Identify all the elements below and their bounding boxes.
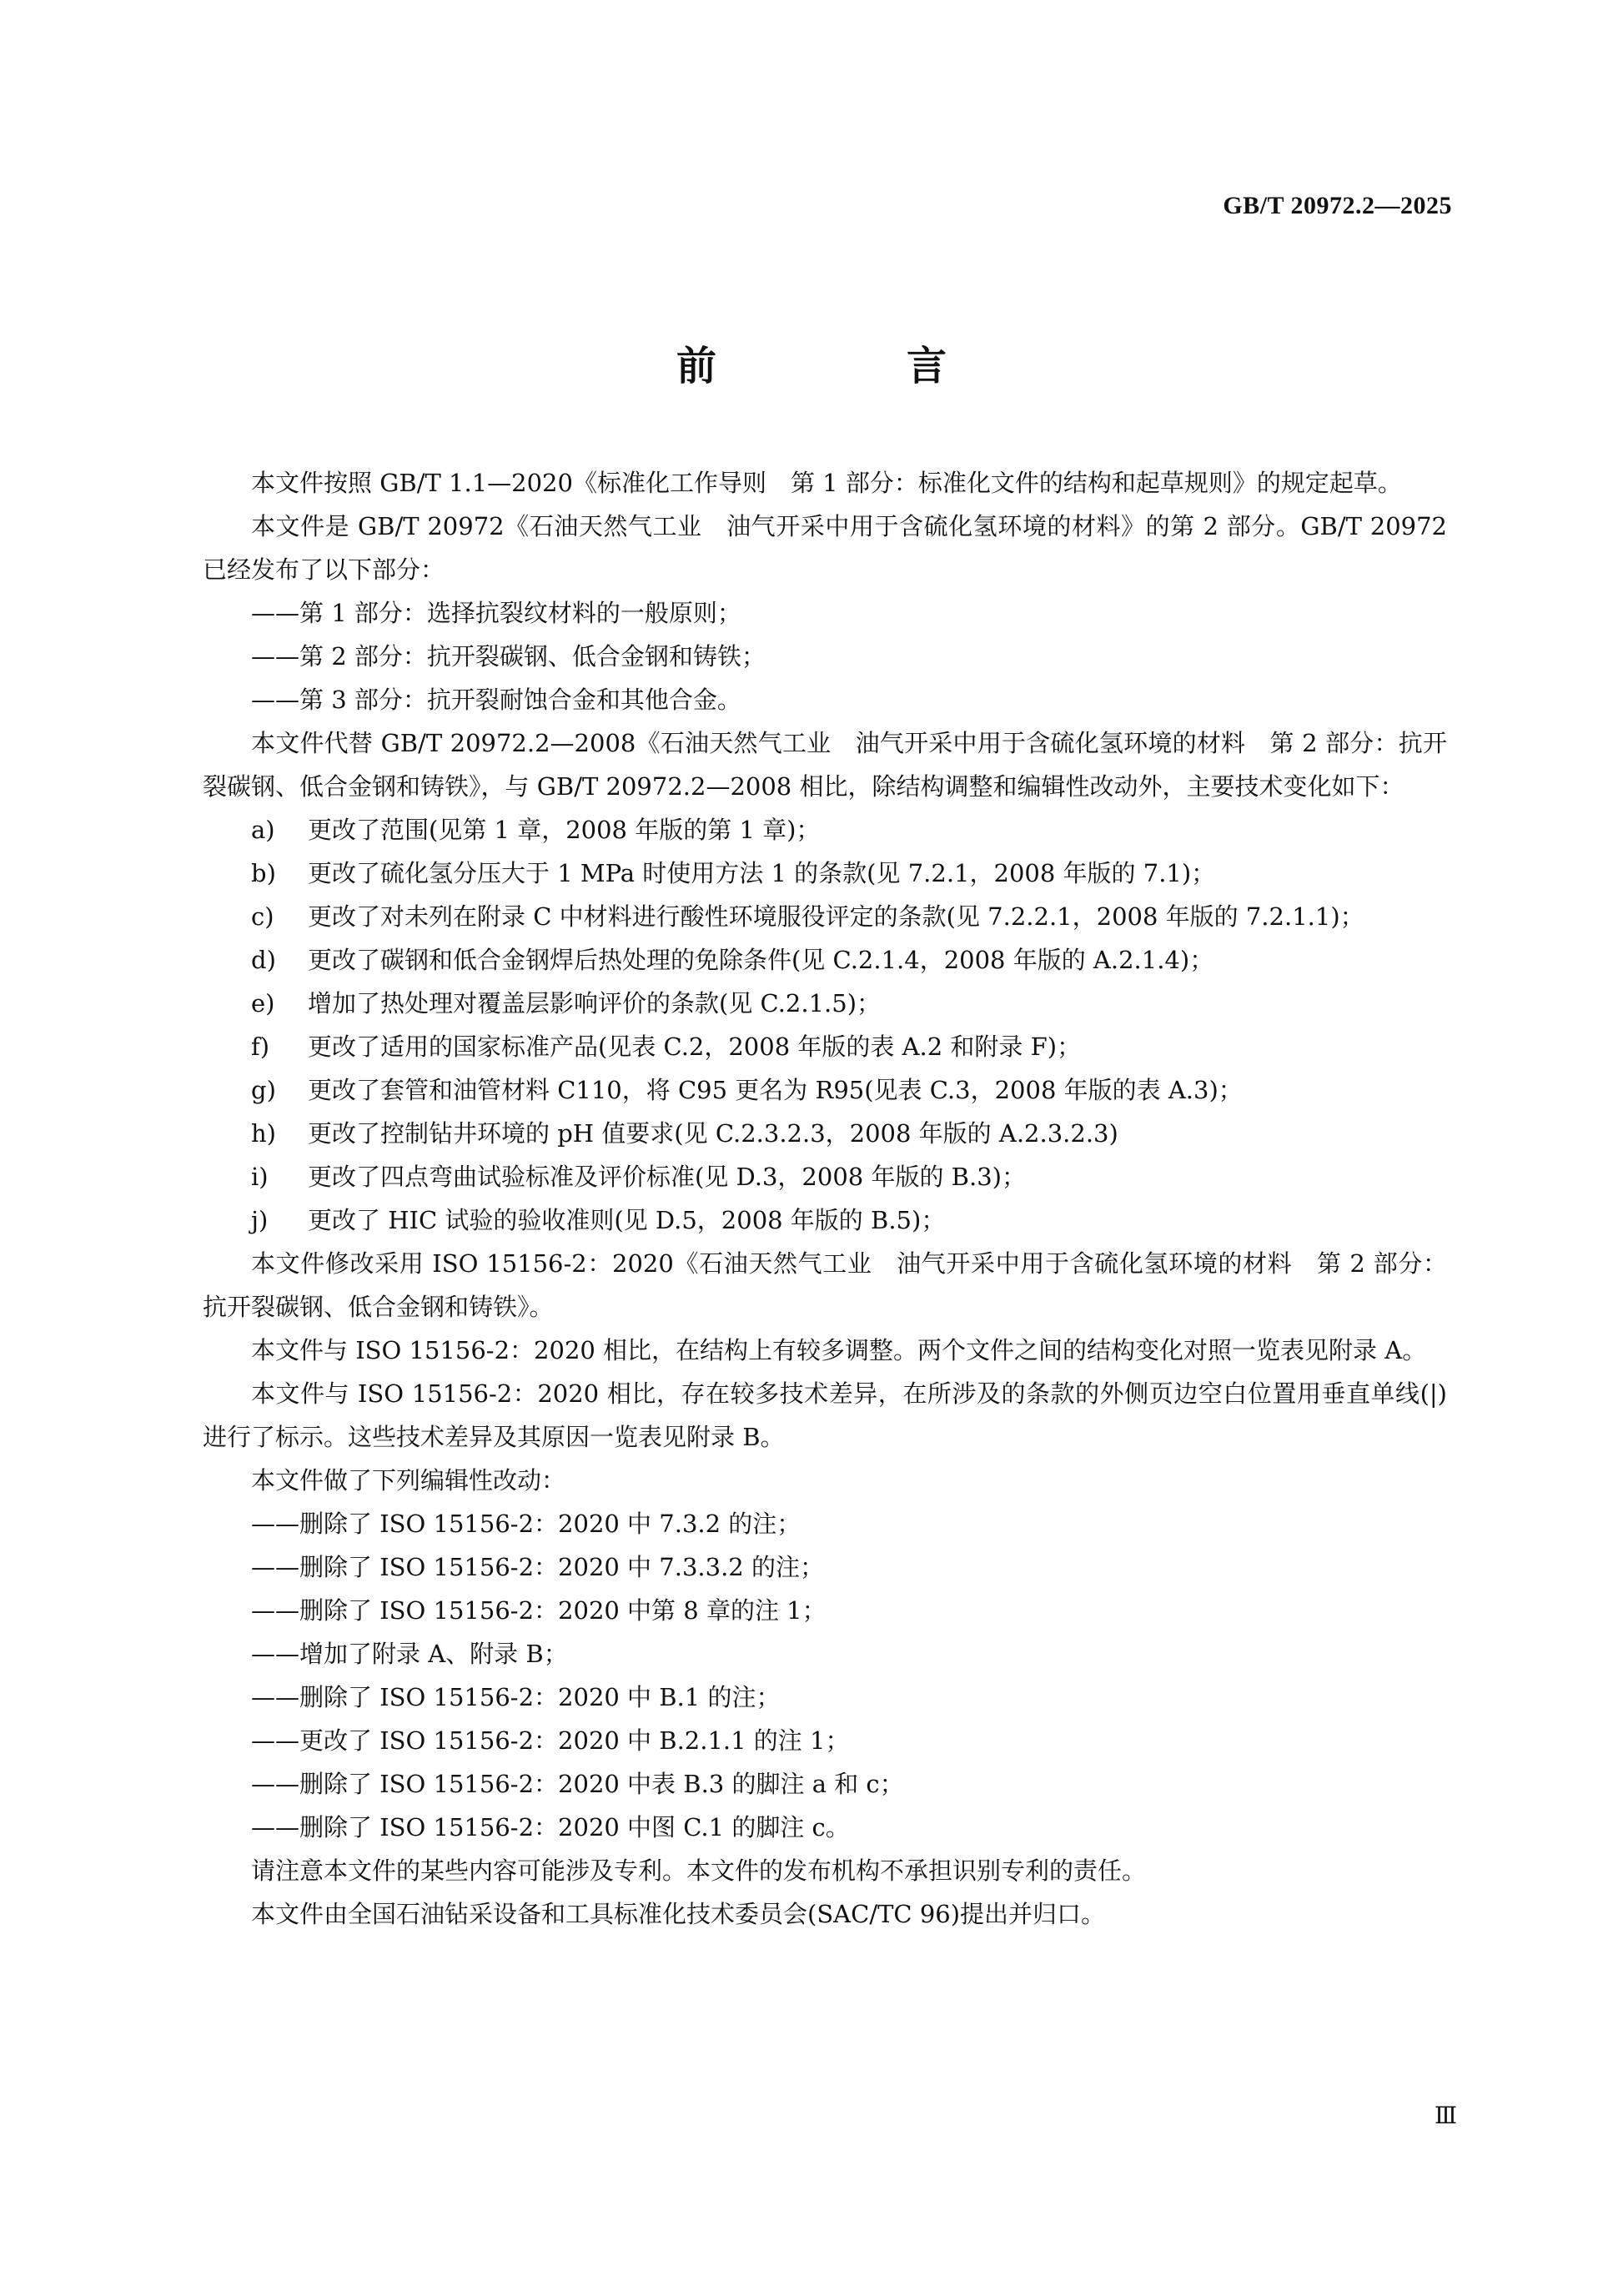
change-marker: b): [251, 859, 276, 887]
change-text: 更改了硫化氢分压大于 1 MPa 时使用方法 1 的条款(见 7.2.1，2008 年版的 7.1)；: [308, 859, 1216, 887]
change-text: 更改了控制钻井环境的 pH 值要求(见 C.2.3.2.3，2008 年版的 A.2.3.2.3): [308, 1119, 1118, 1148]
paragraph-replacement: 本文件代替 GB/T 20972.2—2008《石油天然气工业 油气开采中用于含硫化氢环境的材料 第 2 部分：抗开裂碳钢、低合金钢和铸铁》，与 GB/T 20972.2—2008 相比，除结构调整和编辑性改动外，主要技术变化如下：: [203, 729, 1447, 801]
change-marker: g): [251, 1076, 276, 1104]
part-list-item: ——第 3 部分：抗开裂耐蚀合金和其他合金。: [251, 686, 741, 714]
change-marker: a): [251, 816, 275, 844]
change-item: [203, 895, 1447, 938]
editorial-change-item: ——删除了 ISO 15156-2：2020 中第 8 章的注 1；: [251, 1596, 827, 1625]
paragraph-structure-changes: 本文件与 ISO 15156-2：2020 相比，在结构上有较多调整。两个文件之间的结构变化对照一览表见附录 A。: [251, 1336, 1427, 1364]
paragraph-patent-notice: 请注意本文件的某些内容可能涉及专利。本文件的发布机构不承担识别专利的责任。: [251, 1856, 1147, 1885]
editorial-change-item: ——删除了 ISO 15156-2：2020 中 7.3.3.2 的注；: [251, 1553, 824, 1581]
change-marker: c): [251, 902, 274, 931]
change-marker: d): [251, 946, 276, 974]
editorial-change-item: ——增加了附录 A、附录 B；: [251, 1640, 568, 1668]
standard-code: GB/T 20972.2—2025: [1223, 192, 1452, 219]
change-text: 更改了套管和油管材料 C110，将 C95 更名为 R95(见表 C.3，2008 年版的表 A.3)；: [308, 1076, 1243, 1104]
change-item: [203, 938, 1447, 982]
change-item: [203, 808, 1447, 852]
paragraph-editorial-intro: 本文件做了下列编辑性改动：: [251, 1466, 566, 1495]
editorial-change-item: ——删除了 ISO 15156-2：2020 中 7.3.2 的注；: [251, 1510, 801, 1538]
editorial-change-item: ——更改了 ISO 15156-2：2020 中 B.2.1.1 的注 1；: [251, 1726, 850, 1755]
editorial-change-item: ——删除了 ISO 15156-2：2020 中 B.1 的注；: [251, 1683, 781, 1711]
paragraph-drafting-rules: 本文件按照 GB/T 1.1—2020《标准化工作导则 第 1 部分：标准化文件的结构和起草规则》的规定起草。: [251, 469, 1402, 497]
page-number: Ⅲ: [1434, 2103, 1456, 2129]
change-marker: j): [251, 1206, 269, 1234]
paragraph-series-intro: 本文件是 GB/T 20972《石油天然气工业 油气开采中用于含硫化氢环境的材料》的第 2 部分。GB/T 20972 已经发布了以下部分：: [203, 512, 1447, 584]
change-item: [203, 852, 1447, 895]
change-text: 更改了 HIC 试验的验收准则(见 D.5，2008 年版的 B.5)；: [308, 1206, 946, 1234]
part-list-item: ——第 1 部分：选择抗裂纹材料的一般原则；: [251, 599, 741, 627]
change-item: [203, 1155, 1447, 1198]
paragraph-proposer: 本文件由全国石油钻采设备和工具标准化技术委员会(SAC/TC 96)提出并归口。: [251, 1900, 1106, 1928]
change-item: [203, 1112, 1447, 1155]
change-item: [203, 982, 1447, 1025]
paragraph-iso-adoption: 本文件修改采用 ISO 15156-2：2020《石油天然气工业 油气开采中用于含硫化氢环境的材料 第 2 部分：抗开裂碳钢、低合金钢和铸铁》。: [203, 1249, 1447, 1321]
change-marker: e): [251, 989, 275, 1017]
change-text: 增加了热处理对覆盖层影响评价的条款(见 C.2.1.5)；: [308, 989, 882, 1017]
change-text: 更改了对未列在附录 C 中材料进行酸性环境服役评定的条款(见 7.2.2.1，2008 年版的 7.2.1.1)；: [308, 902, 1364, 931]
change-item: [203, 1068, 1447, 1112]
change-item: [203, 1025, 1447, 1068]
change-text: 更改了碳钢和低合金钢焊后热处理的免除条件(见 C.2.1.4，2008 年版的 A.2.1.4)；: [308, 946, 1214, 974]
change-text: 更改了适用的国家标准产品(见表 C.2，2008 年版的表 A.2 和附录 F)；: [308, 1032, 1082, 1061]
change-text: 更改了四点弯曲试验标准及评价标准(见 D.3，2008 年版的 B.3)；: [308, 1163, 1026, 1191]
part-list-item: ——第 2 部分：抗开裂碳钢、低合金钢和铸铁；: [251, 642, 766, 671]
paragraph-technical-differences: 本文件与 ISO 15156-2：2020 相比，存在较多技术差异，在所涉及的条款的外侧页边空白位置用垂直单线(|)进行了标示。这些技术差异及其原因一览表见附录 B。: [203, 1379, 1447, 1451]
change-text: 更改了范围(见第 1 章，2008 年版的第 1 章)；: [308, 816, 821, 844]
preface-body: [203, 461, 1447, 1936]
change-marker: i): [251, 1163, 269, 1191]
change-marker: f): [251, 1032, 270, 1061]
change-marker: h): [251, 1119, 276, 1148]
page-title: 前 言: [676, 343, 1022, 389]
change-item: [203, 1198, 1447, 1242]
editorial-change-item: ——删除了 ISO 15156-2：2020 中图 C.1 的脚注 c。: [251, 1813, 850, 1841]
editorial-change-item: ——删除了 ISO 15156-2：2020 中表 B.3 的脚注 a 和 c；: [251, 1770, 904, 1798]
